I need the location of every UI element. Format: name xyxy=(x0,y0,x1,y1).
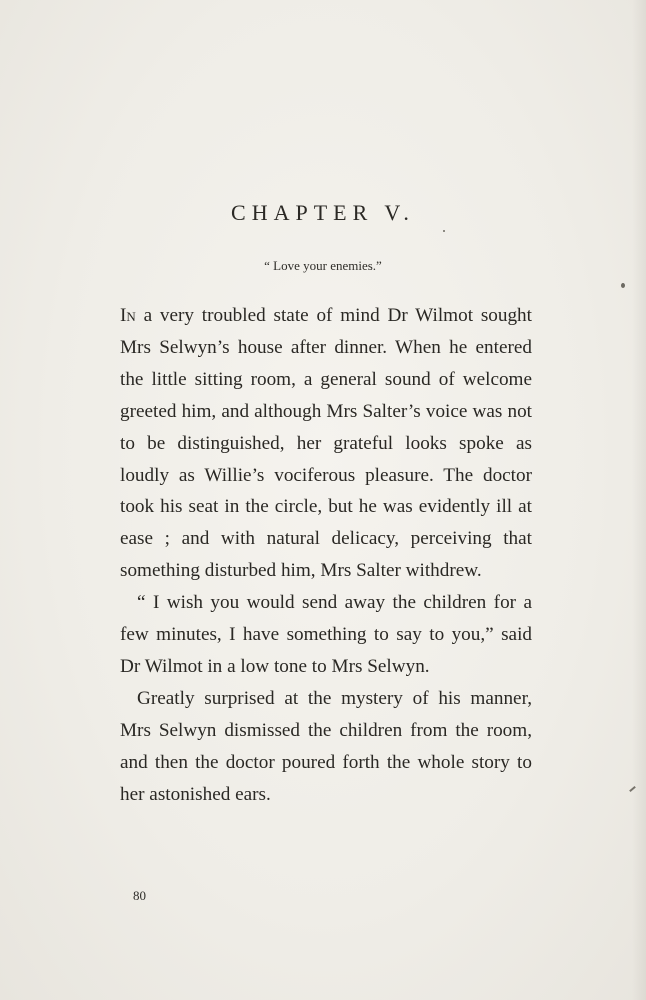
ink-speck xyxy=(443,230,445,232)
page-edge-shadow xyxy=(632,0,646,1000)
paragraph-1 xyxy=(120,300,532,587)
paragraph-3: Greatly surprised at the mystery of his manner, Mrs Selwyn dismissed the children from the room, and then the doctor poured forth the whole story to her astonished ears. xyxy=(120,687,532,805)
page-number: 80 xyxy=(133,888,146,903)
body-text xyxy=(120,300,532,811)
paragraph-2: “ I wish you would send away the children for a few minutes, I have something to say to you,” said Dr Wilmot in a low tone to Mrs Selwyn. xyxy=(120,592,532,677)
ink-speck xyxy=(621,283,625,288)
chapter-epigraph: “ Love your enemies.” xyxy=(264,258,382,273)
chapter-title: CHAPTER V. xyxy=(231,200,415,225)
paragraph-1-text: a very troubled state of mind Dr Wilmot sought Mrs Selwyn’s house after dinner. When he entered the little sitting room, a general sound of welcome greeted him, and although Mrs Salter’s voice was not to be distinguished, her grateful looks spoke as loudly as Willie’s vociferous pleasure. The doctor took his seat in the circle, but he was evidently ill at ease ; and with natural delicacy, perceiving that something disturbed him, Mrs Salter withdrew. xyxy=(120,305,532,582)
dropcap-word: In xyxy=(120,305,136,326)
